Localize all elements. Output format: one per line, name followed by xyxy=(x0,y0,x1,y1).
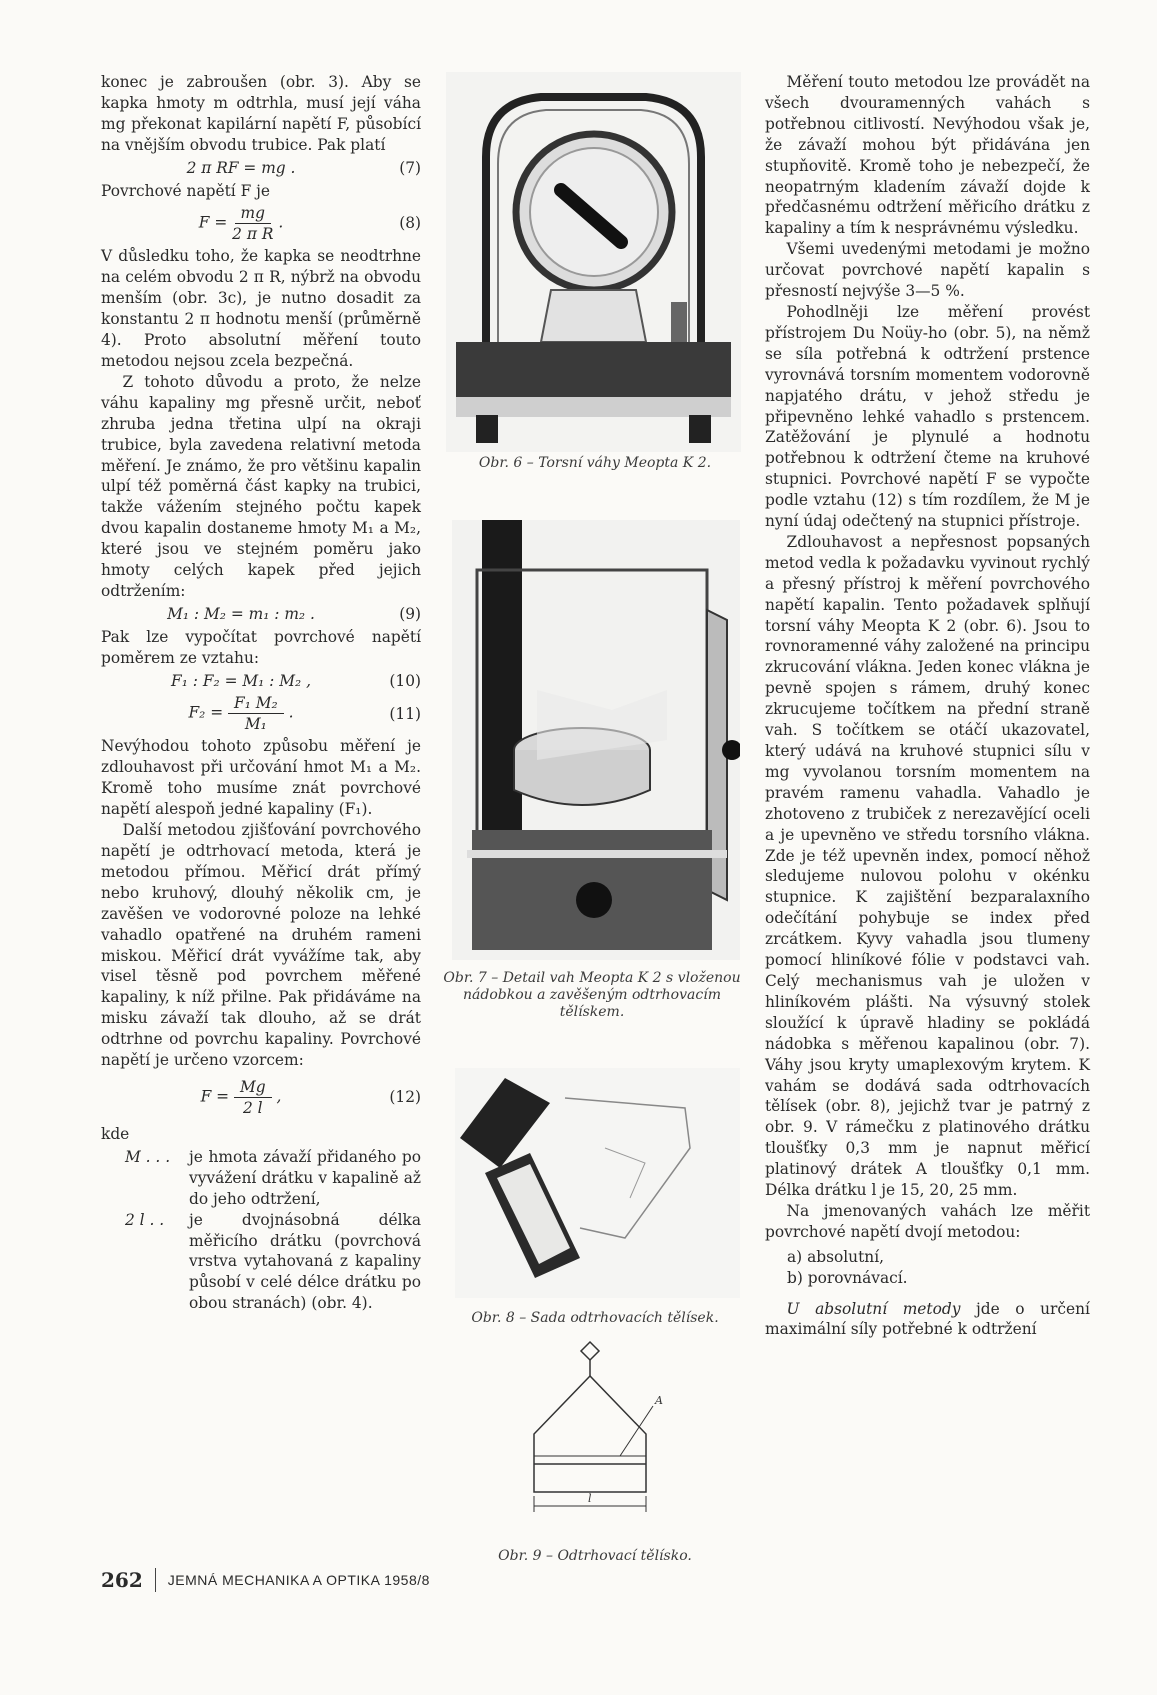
page-number: 262 xyxy=(101,1568,143,1592)
definition-text: je dvojnásobná délka měřicího drátku (povrchová vrstva vytahovaná z kapaliny působí v celé délce drátku po obou stranách) (obr. 4). xyxy=(189,1210,421,1313)
numerator: F₁ M₂ xyxy=(228,693,284,714)
equation-body: M₁ : M₂ = m₁ : m₂ . xyxy=(167,604,315,623)
footer-divider xyxy=(155,1568,156,1592)
numerator: mg xyxy=(235,203,271,224)
paragraph: Měření touto metodou lze provádět na všech dvouramenných vahách s potřebnou citlivostí. Nevýhodou však je, že závaží mohou být přidávána jen stupňovitě. Kromě toho je nebezpečí, že neopatrným kladením závaží dojde k předčasnému odtržení měřicího drátku z kapaliny a tím k nesprávnému výsledku. xyxy=(765,73,1090,238)
equation-7 xyxy=(101,158,421,179)
equation-body: F₁ : F₂ = M₁ : M₂ , xyxy=(171,671,311,690)
page-footer xyxy=(101,1568,430,1592)
numerator: Mg xyxy=(234,1077,272,1098)
equation-body: 2 π RF = mg . xyxy=(186,158,296,177)
equation-10 xyxy=(101,671,421,692)
definition-symbol: M . . . xyxy=(125,1147,171,1166)
figure-9-caption: Obr. 9 – Odtrhovací tělísko. xyxy=(498,1548,692,1564)
paragraph: Všemi uvedenými metodami je možno určovat povrchové napětí kapalin s přesností nejvýše 3—5 %. xyxy=(765,240,1090,301)
fraction xyxy=(234,1077,272,1118)
figure-6-photo xyxy=(446,72,741,452)
figure-8-caption: Obr. 8 – Sada odtrhovacích tělísek. xyxy=(471,1310,719,1326)
definition-text: je hmota závaží přidaného po vyvážení drátku v kapalině až do jeho odtržení, xyxy=(189,1147,421,1208)
left-column xyxy=(101,72,421,1316)
definition-item xyxy=(101,1147,421,1210)
paragraph: Pak lze vypočítat povrchové napětí poměrem ze vztahu: xyxy=(101,627,421,667)
equation-body: F = $\frac{Mg}{2 l}$ , xyxy=(200,1077,282,1117)
equation-lhs: F₂ = xyxy=(188,703,224,722)
fraction xyxy=(228,693,284,734)
equation-body: F₂ = $\frac{\text{F₁ M₂}}{\text{M₁}}$ . xyxy=(188,694,294,734)
paragraph: Další metodou zjišťování povrchového napětí je odtrhovací metoda, která je metodou přímou. Měřicí drát přímý nebo kruhový, dlouhý několik cm, je zavěšen ve vodorovné poloze na lehké vahadlo opatřené na druhém rameni miskou. Měřicí drát vyvážíme tak, aby visel těsně pod povrchem měřené kapaliny, k níž přilne. Pak přidáváme na misku závaží tak dlouho, až se drát odtrhne od povrchu kapaliny. Povrchové napětí je určeno vzorcem: xyxy=(101,821,421,1070)
paragraph: Z tohoto důvodu a proto, že nelze váhu kapaliny mg přesně určit, neboť zhruba jedna třetina ulpí na okraji trubice, byla zavedena relativní metoda měření. Je známo, že pro většinu kapalin ulpí též poměrná část kapky na trubici, takže vážením stejného počtu kapek dvou kapalin dostaneme hmoty M₁ a M₂, které jsou ve stejném poměru jako hmoty celých kapek před jejich odtržením: xyxy=(101,372,421,600)
equation-9 xyxy=(101,604,421,625)
denominator: 2 l xyxy=(242,1098,263,1117)
equation-body: F = $\frac{mg}{\text{2 π R}}$ . xyxy=(198,204,284,244)
method-list xyxy=(765,1247,1090,1289)
paragraph: Pohodlněji lze měření provést přístrojem Du Noüy-ho (obr. 5), na němž se síla potřebná k odtržení prstence vyrovnává torsním momentem vodorovně napjatého drátu, v jehož středu je připevněno lehké vahadlo s prstencem. Zatěžování je plynulé a hodnotu potřebnou k odtržení čteme na kruhové stupnici. Povrchové napětí F se vypočte podle vztahu (12) s tím rozdílem, že M je nyní údaj odečtený na stupnici přístroje. xyxy=(765,302,1090,531)
paragraph: Nevýhodou tohoto způsobu měření je zdlouhavost při určování hmot M₁ a M₂. Kromě toho musíme znát povrchové napětí alespoň jedné kapaliny (F₁). xyxy=(101,737,421,819)
equation-number: (11) xyxy=(389,704,421,723)
figure-7-caption: Obr. 7 – Detail vah Meopta K 2 s vloženou nádobkou a zavěšeným odtrhovacím tělískem. xyxy=(443,970,741,1020)
list-item: b) porovnávací. xyxy=(787,1268,908,1287)
equation-number: (12) xyxy=(389,1088,421,1107)
figure-8-photo xyxy=(455,1068,740,1298)
equation-11 xyxy=(101,693,421,734)
paragraph: V důsledku toho, že kapka se neodtrhne na celém obvodu 2 π R, nýbrž na obvodu menším (obr. 3c), je nutno dosadit za konstantu 2 π hodnotu menší (průměrně 4). Proto absolutní měření touto metodou nejsou zcela bezpečná. xyxy=(101,247,421,370)
right-column xyxy=(765,72,1090,1340)
figure-6-caption: Obr. 6 – Torsní váhy Meopta K 2. xyxy=(478,455,712,471)
fig9-label-l: l xyxy=(588,1492,592,1505)
definition-symbol: 2 l . . xyxy=(125,1210,165,1229)
equation-8 xyxy=(101,203,421,244)
paragraph: Povrchové napětí F je xyxy=(101,181,271,200)
paragraph: Na jmenovaných vahách lze měřit povrchové napětí dvojí metodou: xyxy=(765,1201,1090,1241)
paragraph-text: jde o určení maximální síly potřebné k odtržení xyxy=(765,1299,1090,1339)
kde-label: kde xyxy=(101,1124,130,1143)
list-item: a) absolutní, xyxy=(787,1247,885,1266)
definition-item xyxy=(101,1210,421,1315)
equation-lhs: F = xyxy=(200,1087,230,1106)
equation-number: (9) xyxy=(399,604,421,623)
figure-9-diagram xyxy=(510,1340,690,1525)
equation-number: (10) xyxy=(389,671,421,690)
emphasis: U absolutní metody xyxy=(786,1299,961,1318)
paragraph xyxy=(765,1299,1090,1341)
fig9-label-a: A xyxy=(655,1394,663,1407)
paragraph: konec je zabroušen (obr. 3). Aby se kapka hmoty m odtrhla, musí její váha mg překonat kapilární napětí F, působící na vnějším obvodu trubice. Pak platí xyxy=(101,73,421,154)
equation-lhs: F = xyxy=(198,213,228,232)
denominator: 2 π R xyxy=(232,225,274,244)
definition-list xyxy=(101,1147,421,1314)
equation-number: (7) xyxy=(399,158,421,177)
figure-7-photo xyxy=(452,520,740,960)
denominator: M₁ xyxy=(244,715,267,734)
fraction xyxy=(232,203,273,244)
paragraph: Zdlouhavost a nepřesnost popsaných metod vedla k požadavku vyvinout rychlý a přesný přístroj k měření povrchového napětí kapalin. Tento požadavek splňují torsní váhy Meopta K 2 (obr. 6). Jsou to rovnoramenné váhy založené na principu zkrucování vlákna. Jeden konec vlákna je pevně spojen s rámem, druhý konec zkrucujeme točítkem na přední straně vah. S točítkem se otáčí ukazovatel, který udává na kruhové stupnici sílu v mg vyvolanou torsním momentem na pravém ramenu vahadla. Vahadlo je zhotoveno z trubiček z nerezavějící oceli a je upevněno ve středu torsního vlákna. Zde je též upevněn index, pomocí něhož sledujeme nulovou polohu v okénku stupnice. K zajištění bezparalaxního odečítání pohybuje se index před zrcátkem. Kyvy vahadla jsou tlumeny pomocí hliníkové fólie v podstavci vah. Celý mechanismus vah je uložen v hliníkovém plášti. Na výsuvný stolek sloužící k úpravě hladiny se pokládá nádobka s měřenou kapalinou (obr. 7). Váhy jsou kryty umaplexovým krytem. K vahám se dodává sada odtrhovacích tělísek (obr. 8), jejichž tvar je patrný z obr. 9. V rámečku z platinového drátku tloušťky 0,3 mm je napnut měřicí platinový drátek A tloušťky 0,1 mm. Délka drátku l je 15, 20, 25 mm. xyxy=(765,532,1090,1200)
journal-name: JEMNÁ MECHANIKA A OPTIKA 1958/8 xyxy=(167,1572,430,1588)
equation-number: (8) xyxy=(399,214,421,233)
equation-12 xyxy=(101,1077,421,1118)
